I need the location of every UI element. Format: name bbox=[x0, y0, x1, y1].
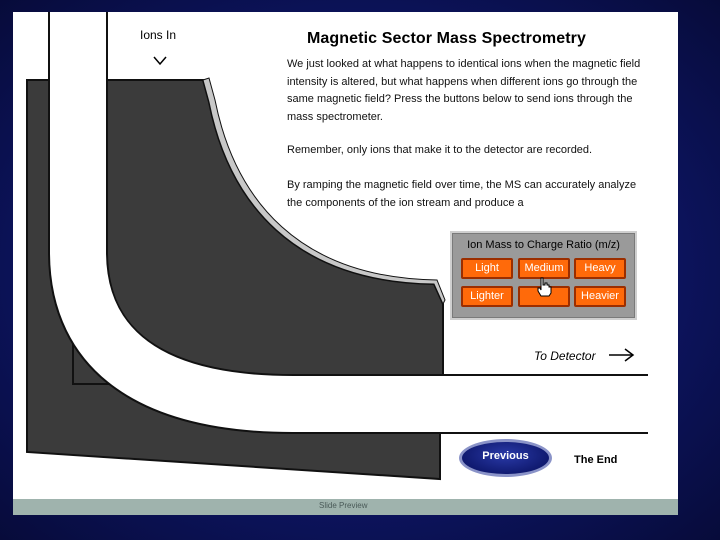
ions-in-label: Ions In bbox=[140, 28, 177, 42]
slide bbox=[13, 12, 678, 515]
hand-cursor-icon bbox=[536, 277, 552, 297]
heavier-button[interactable]: Heavier bbox=[574, 286, 626, 307]
light-button[interactable]: Light bbox=[461, 258, 513, 279]
the-end-link[interactable]: The End bbox=[574, 454, 618, 466]
mass-charge-panel bbox=[450, 231, 637, 320]
chevron-down-icon bbox=[154, 57, 166, 64]
footer-text: Slide Preview bbox=[319, 501, 368, 510]
panel-title: Ion Mass to Charge Ratio (m/z) bbox=[467, 239, 620, 251]
reminder-paragraph: Remember, only ions that make it to the detector are recorded. bbox=[287, 144, 593, 156]
to-detector-label: To Detector bbox=[534, 349, 596, 363]
heavy-button[interactable]: Heavy bbox=[574, 258, 626, 279]
arrow-right-icon bbox=[609, 349, 633, 361]
medium-button[interactable]: Medium bbox=[518, 258, 570, 279]
previous-button[interactable]: Previous bbox=[459, 439, 552, 477]
lighter-button[interactable]: Lighter bbox=[461, 286, 513, 307]
page-title: Magnetic Sector Mass Spectrometry bbox=[307, 30, 586, 47]
ramping-paragraph: By ramping the magnetic field over time, the MS can accurately analyze the components of the ion stream and produce a bbox=[287, 179, 637, 209]
intro-paragraph: We just looked at what happens to identical ions when the magnetic field intensity is altered, but what happens when different ions go through the same magnetic field? Press the buttons below to send ions through the mass spectrometer. bbox=[287, 58, 641, 123]
footer-bar bbox=[13, 499, 678, 515]
